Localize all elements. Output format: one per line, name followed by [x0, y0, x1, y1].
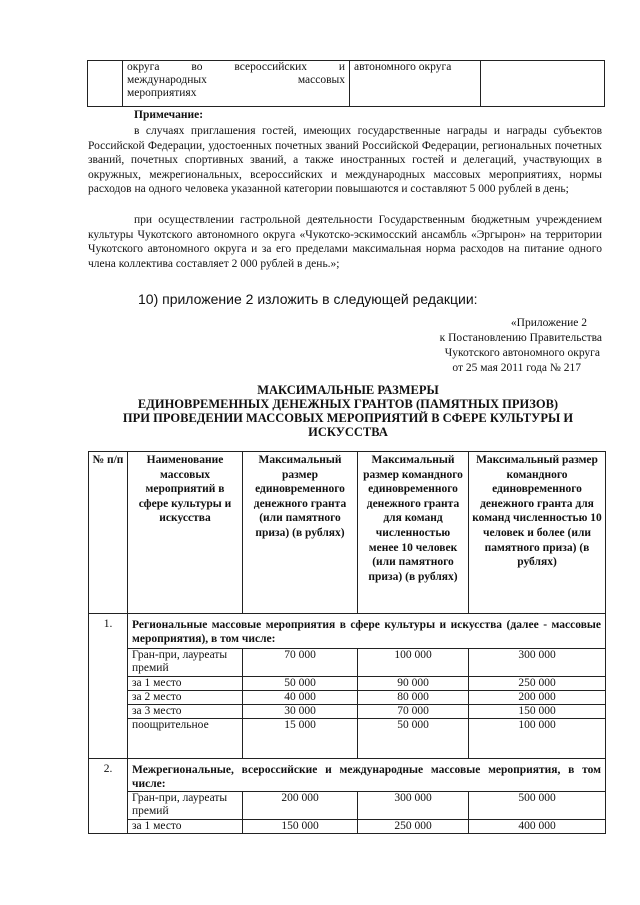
row-value-1: 150 000	[243, 820, 358, 834]
section-1-num: 1.	[89, 614, 128, 759]
row-name: Гран-при, лауреаты премий	[128, 792, 243, 820]
table-row	[89, 677, 606, 691]
table-row	[89, 820, 606, 834]
row-value-2: 300 000	[358, 792, 469, 820]
row-name: за 3 место	[128, 705, 243, 719]
table-header-row	[89, 452, 606, 614]
top-table-num-cell	[88, 61, 123, 107]
row-value-1: 50 000	[243, 677, 358, 691]
row-value-1: 70 000	[243, 649, 358, 677]
table-row	[89, 691, 606, 705]
header-team-large: Максимальный размер командного единовременного денежного гранта для команд численностью 10 человек и более (или памятного приза) (в рублях)	[469, 452, 606, 614]
header-individual: Максимальный размер единовременного денежного гранта (или памятного приза) (в рублях)	[243, 452, 358, 614]
table-row	[89, 759, 606, 792]
row-value-2: 90 000	[358, 677, 469, 691]
table-row	[89, 649, 606, 677]
row-name: за 2 место	[128, 691, 243, 705]
top-table	[87, 60, 605, 107]
row-value-2: 250 000	[358, 820, 469, 834]
note-paragraph-2: при осуществлении гастрольной деятельности Государственным бюджетным учреждением культуры Чукотского автономного округа «Чукотско-эскимосский ансамбль «Эргырон» на территории Чукотского автономного округа и за его пределами максимальная норма расходов на питание одного члена коллектива составляет 2 000 рублей в день.»;	[88, 214, 602, 270]
table-row	[89, 792, 606, 820]
grants-table	[88, 451, 606, 834]
row-value-3: 400 000	[469, 820, 606, 834]
document-title: МАКСИМАЛЬНЫЕ РАЗМЕРЫ ЕДИНОВРЕМЕННЫХ ДЕНЕЖНЫХ ГРАНТОВ (ПАМЯТНЫХ ПРИЗОВ) ПРИ ПРОВЕДЕНИИ МАССОВЫХ МЕРОПРИЯТИЙ В СФЕРЕ КУЛЬТУРЫ И ИСКУССТВА	[122, 383, 574, 439]
table-row	[89, 705, 606, 719]
top-table-empty-cell	[481, 61, 605, 107]
row-name: за 1 место	[128, 820, 243, 834]
table-row	[89, 719, 606, 759]
row-value-3: 500 000	[469, 792, 606, 820]
row-value-2: 70 000	[358, 705, 469, 719]
row-value-3: 200 000	[469, 691, 606, 705]
appendix-line-4: от 25 мая 2011 года № 217	[452, 362, 581, 374]
row-value-1: 30 000	[243, 705, 358, 719]
table-row	[89, 614, 606, 649]
row-value-2: 80 000	[358, 691, 469, 705]
note-paragraph-1: в случаях приглашения гостей, имеющих государственные награды и награды субъектов Российской Федерации, удостоенных почетных званий Российской Федерации, региональных почетных званий, почетных спортивных званий, а также иностранных гостей и делегаций, участвующих в окружных, межрегиональных, всероссийских и международных массовых мероприятиях, нормы расходов на одного человека указанной категории повышаются и составляют 5 000 рублей в день;	[88, 125, 602, 196]
section-2-title: Межрегиональные, всероссийские и международные массовые мероприятия, в том числе:	[128, 759, 606, 792]
section-1-title: Региональные массовые мероприятия в сфере культуры и искусства (далее - массовые мероприятия), в том числе:	[128, 614, 606, 649]
header-team-small: Максимальный размер командного единовременного денежного гранта для команд численностью менее 10 человек (или памятного приза) (в рублях)	[358, 452, 469, 614]
row-name: Гран-при, лауреаты премий	[128, 649, 243, 677]
row-name: поощрительное	[128, 719, 243, 759]
header-num: № п/п	[89, 452, 128, 614]
top-table-region-cell: автономного округа	[350, 61, 481, 107]
item-10-text: 10) приложение 2 изложить в следующей редакции:	[138, 291, 478, 307]
row-value-3: 100 000	[469, 719, 606, 759]
row-value-1: 15 000	[243, 719, 358, 759]
row-value-1: 200 000	[243, 792, 358, 820]
row-value-3: 300 000	[469, 649, 606, 677]
appendix-line-3: Чукотского автономного округа	[444, 347, 600, 359]
appendix-line-1: «Приложение 2	[510, 317, 587, 329]
row-value-2: 100 000	[358, 649, 469, 677]
appendix-line-2: к Постановлению Правительства	[439, 332, 602, 344]
row-value-3: 150 000	[469, 705, 606, 719]
appendix-block	[440, 316, 602, 376]
header-name: Наименование массовых мероприятий в сфере культуры и искусства	[128, 452, 243, 614]
section-2-num: 2.	[89, 759, 128, 834]
row-value-2: 50 000	[358, 719, 469, 759]
row-name: за 1 место	[128, 677, 243, 691]
note-heading: Примечание:	[134, 109, 204, 121]
row-value-3: 250 000	[469, 677, 606, 691]
top-table-name-cell: округа во всероссийских и международных массовых мероприятиях	[123, 61, 350, 107]
row-value-1: 40 000	[243, 691, 358, 705]
